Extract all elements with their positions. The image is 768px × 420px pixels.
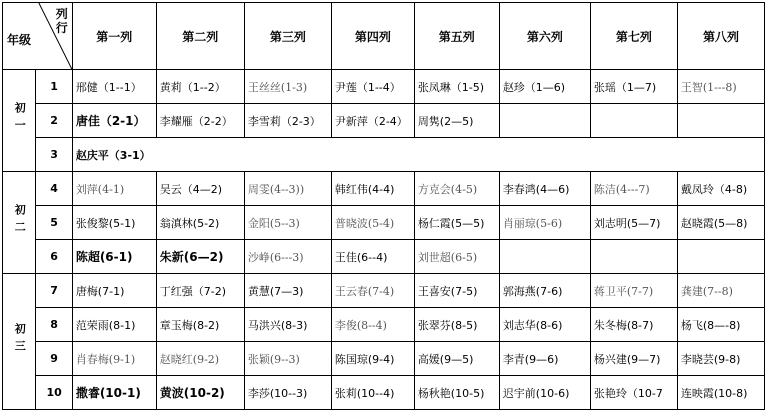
seat-cell: 唐佳（2-1）: [72, 104, 156, 138]
seat-cell: 张颖(9--3): [244, 342, 331, 376]
column-header: 第六列: [499, 3, 590, 70]
table-row: [3, 342, 765, 376]
seat-cell: 丁红强（7-2): [156, 274, 244, 308]
seat-cell: 章玉梅(8-2): [156, 308, 244, 342]
grade-cell: 初二: [3, 172, 36, 274]
seat-cell: 王佳(6--4): [331, 240, 414, 274]
seat-cell: 刘世超(6-5): [414, 240, 499, 274]
seat-cell: 赵庆平（3-1）: [72, 138, 764, 172]
seat-cell: 杨秋艳(10-5): [414, 376, 499, 410]
row-number: 4: [36, 172, 72, 206]
seat-cell: 王丝丝(1-3): [244, 70, 331, 104]
column-header: 第一列: [72, 3, 156, 70]
seat-cell: 金阳(5--3): [244, 206, 331, 240]
seat-cell: 迟宇前(10-6): [499, 376, 590, 410]
seat-cell: 蒋卫平(7-7): [590, 274, 677, 308]
row-number: 6: [36, 240, 72, 274]
seat-cell: 陈超(6-1): [72, 240, 156, 274]
seat-cell: 李耀雁（2-2）: [156, 104, 244, 138]
seat-cell: 周雯(4--3)): [244, 172, 331, 206]
seat-cell: 韩红伟(4-4): [331, 172, 414, 206]
row-number: 8: [36, 308, 72, 342]
corner-header: [3, 3, 73, 70]
table-row: [3, 274, 765, 308]
column-header: 第四列: [331, 3, 414, 70]
seat-cell: 杨飞(8—-8): [677, 308, 764, 342]
row-number: 2: [36, 104, 72, 138]
seat-cell: 王喜安(7-5): [414, 274, 499, 308]
table-row: [3, 70, 765, 104]
row-number: 7: [36, 274, 72, 308]
seat-cell: 杨兴建(9—7): [590, 342, 677, 376]
table-row: [3, 206, 765, 240]
column-header: 第三列: [244, 3, 331, 70]
table-row: [3, 376, 765, 410]
col-row-label: 列 行: [55, 7, 68, 35]
header-row: [3, 3, 765, 70]
seat-cell: [499, 240, 590, 274]
seat-cell: 张瑶（1—7): [590, 70, 677, 104]
seat-cell: 朱新(6—2): [156, 240, 244, 274]
seat-cell: [677, 240, 764, 274]
seat-cell: 马洪兴(8-3): [244, 308, 331, 342]
seat-cell: 翁滇林(5-2): [156, 206, 244, 240]
table-row: [3, 308, 765, 342]
seat-cell: 刘志明(5—7): [590, 206, 677, 240]
seat-cell: [499, 104, 590, 138]
seat-cell: [590, 104, 677, 138]
seat-cell: 陈洁(4---7): [590, 172, 677, 206]
row-number: 9: [36, 342, 72, 376]
seat-cell: 赵珍（1—6): [499, 70, 590, 104]
grade-label: 年级: [7, 33, 32, 47]
table-row: [3, 240, 765, 274]
seat-cell: [677, 104, 764, 138]
seat-cell: 戴凤玲（4-8): [677, 172, 764, 206]
column-header: 第五列: [414, 3, 499, 70]
seat-cell: 黄慧(7—3): [244, 274, 331, 308]
column-header: 第七列: [590, 3, 677, 70]
grade-cell: 初一: [3, 70, 36, 172]
seat-cell: 肖丽琼(5-6): [499, 206, 590, 240]
seat-cell: 尹新萍（2-4）: [331, 104, 414, 138]
seat-cell: 普晓波(5-4): [331, 206, 414, 240]
seat-cell: 郭海燕(7-6): [499, 274, 590, 308]
seat-cell: 张俊黎(5-1): [72, 206, 156, 240]
row-number: 1: [36, 70, 72, 104]
seat-cell: 方克会(4-5): [414, 172, 499, 206]
table-row: [3, 138, 765, 172]
column-header: 第八列: [677, 3, 764, 70]
row-number: 5: [36, 206, 72, 240]
seat-cell: 李雪莉（2-3）: [244, 104, 331, 138]
seat-cell: 刘萍(4-1): [72, 172, 156, 206]
seat-cell: [590, 240, 677, 274]
table-row: [3, 104, 765, 138]
grade-cell: 初三: [3, 274, 36, 410]
seat-cell: 李青(9—6): [499, 342, 590, 376]
seat-cell: 陈国琼(9-4): [331, 342, 414, 376]
seat-cell: 邢健（1--1）: [72, 70, 156, 104]
seat-cell: 张莉(10--4): [331, 376, 414, 410]
seat-cell: 肖春梅(9-1): [72, 342, 156, 376]
seat-cell: 张艳玲（10-7: [590, 376, 677, 410]
seat-cell: 张翠芬(8-5): [414, 308, 499, 342]
row-number: 3: [36, 138, 72, 172]
table-row: [3, 172, 765, 206]
seat-cell: 王云春(7-4): [331, 274, 414, 308]
seat-cell: 李俊(8--4): [331, 308, 414, 342]
seat-cell: 李晓芸(9-8): [677, 342, 764, 376]
seat-cell: 朱冬梅(8-7): [590, 308, 677, 342]
seat-cell: 撒睿(10-1): [72, 376, 156, 410]
seat-cell: 黄莉（1--2）: [156, 70, 244, 104]
row-number: 10: [36, 376, 72, 410]
seat-cell: 尹莲（1--4）: [331, 70, 414, 104]
seating-chart: [2, 2, 765, 410]
seat-cell: 李莎(10--3): [244, 376, 331, 410]
seat-cell: 刘志华(8-6): [499, 308, 590, 342]
seat-cell: 范荣雨(8-1): [72, 308, 156, 342]
seat-cell: 连映霞(10-8): [677, 376, 764, 410]
seat-cell: 赵晓霞(5—8): [677, 206, 764, 240]
seat-cell: 龚建(7--8): [677, 274, 764, 308]
seat-cell: 杨仁霞(5—5): [414, 206, 499, 240]
seat-cell: 张凤琳（1-5): [414, 70, 499, 104]
seating-table: [2, 2, 765, 410]
seat-cell: 赵晓红(9-2): [156, 342, 244, 376]
seat-cell: 沙峥(6---3): [244, 240, 331, 274]
seat-cell: 黄波(10-2): [156, 376, 244, 410]
seat-cell: 吴云（4—2): [156, 172, 244, 206]
seat-cell: 唐梅(7-1): [72, 274, 156, 308]
seat-cell: 李春鸿(4—6): [499, 172, 590, 206]
seat-cell: 高媛(9—5): [414, 342, 499, 376]
column-header: 第二列: [156, 3, 244, 70]
seat-cell: 周隽(2—5): [414, 104, 499, 138]
seat-cell: 王智(1---8): [677, 70, 764, 104]
